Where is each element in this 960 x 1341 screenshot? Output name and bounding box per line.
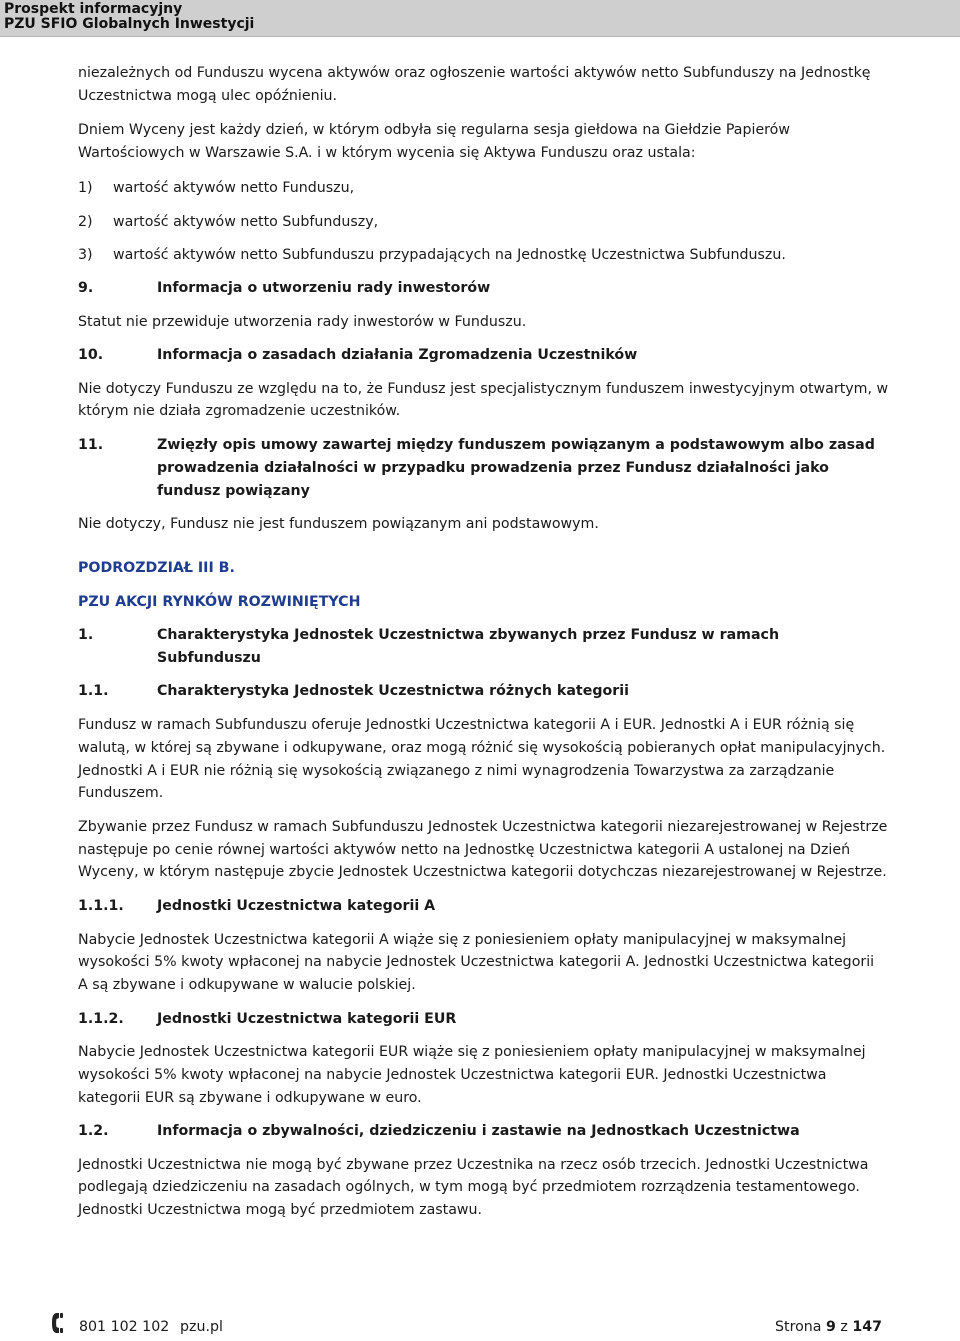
paragraph-line: Funduszem. [78,785,164,801]
section-heading: Jednostki Uczestnictwa kategorii EUR [157,1011,457,1027]
paragraph-line: którym nie działa zgromadzenie uczestników. [78,403,401,419]
page-total: 147 [852,1319,882,1335]
paragraph-line: Nabycie Jednostek Uczestnictwa kategorii A wiąże się z poniesieniem opłaty manipulacyjnej w maksymalnej [78,932,847,948]
page-label: Strona [775,1319,822,1335]
section-heading: Jednostki Uczestnictwa kategorii A [157,898,436,914]
section-heading: Informacja o utworzeniu rady inwestorów [157,280,491,296]
paragraph-line: Dniem Wyceny jest każdy dzień, w którym odbyła się regularna sesja giełdowa na Giełdzie Papierów [78,122,790,138]
paragraph-line: wysokości 5% kwoty wpłaconej na nabycie Jednostek Uczestnictwa kategorii EUR. Jednostki Uczestnictwa [78,1067,827,1083]
paragraph-line: Jednostki A i EUR nie różnią się wysokością związanego z nimi wynagrodzenia Towarzystwa za zarządzanie [78,763,835,779]
section-heading: Charakterystyka Jednostek Uczestnictwa zbywanych przez Fundusz w ramach [157,627,780,643]
paragraph-line: Wyceny, w którym następuje zbycie Jednostek Uczestnictwa kategorii dotychczas niezarejestrowanej w Rejestrze. [78,864,887,880]
paragraph-line: kategorii EUR są zbywane i odkupywane w euro. [78,1090,422,1106]
list-number: 2) [78,214,93,230]
section-heading: Informacja o zbywalności, dziedziczeniu i zastawie na Jednostkach Uczestnictwa [157,1123,800,1139]
paragraph-line: Statut nie przewiduje utworzenia rady inwestorów w Funduszu. [78,314,527,330]
section-number: 1.1.1. [78,898,124,914]
section-number: 11. [78,437,104,453]
paragraph-line: następuje po cenie równej wartości aktywów netto na Jednostkę Uczestnictwa kategorii A ustalonej na Dzień [78,842,851,858]
paragraph-line: Jednostki Uczestnictwa nie mogą być zbywane przez Uczestnika na rzecz osób trzecich. Jednostki Uczestnictwa [78,1157,869,1173]
section-number: 1.2. [78,1123,109,1139]
paragraph-line: Zbywanie przez Fundusz w ramach Subfunduszu Jednostek Uczestnictwa kategorii niezarejestrowanej w Rejestrze [78,819,888,835]
phone-icon [51,1312,65,1334]
paragraph-line: Uczestnictwa mogą ulec opóźnieniu. [78,88,338,104]
paragraph-line: Fundusz w ramach Subfunduszu oferuje Jednostki Uczestnictwa kategorii A i EUR. Jednostki A i EUR różnią się [78,717,855,733]
footer-page-number [775,1318,882,1336]
page-separator: z [840,1319,848,1335]
paragraph-line: wysokości 5% kwoty wpłaconej na nabycie Jednostek Uczestnictwa kategorii A. Jednostki Uczestnictwa kategorii [78,954,875,970]
subchapter-title: PODROZDZIAŁ III B. [78,560,235,576]
paragraph-line: niezależnych od Funduszu wycena aktywów oraz ogłoszenie wartości aktywów netto Subfunduszy na Jednostkę [78,65,871,81]
section-number: 10. [78,347,104,363]
paragraph-line: Nie dotyczy Funduszu ze względu na to, że Fundusz jest specjalistycznym funduszem inwestycyjnym otwartym, w [78,381,889,397]
section-heading: Informacja o zasadach działania Zgromadzenia Uczestników [157,347,638,363]
section-number: 9. [78,280,94,296]
paragraph-line: Nie dotyczy, Fundusz nie jest funduszem powiązanym ani podstawowym. [78,516,599,532]
header-doc-type: Prospekt informacyjny [4,1,183,17]
list-item: wartość aktywów netto Subfunduszy, [113,214,379,230]
section-heading: fundusz powiązany [157,483,310,499]
section-number: 1.1.2. [78,1011,124,1027]
paragraph-line: A są zbywane i odkupywane w walucie polskiej. [78,977,416,993]
list-number: 1) [78,180,93,196]
paragraph-line: walutą, w której są zbywane i odkupywane, oraz mogą różnić się wysokością pobieranych opłat manipulacyjnych. [78,740,886,756]
paragraph-line: Jednostki Uczestnictwa mogą być przedmiotem zastawu. [78,1202,483,1218]
page-current: 9 [825,1319,836,1335]
paragraph-line: podlegają dziedziczeniu na zasadach ogólnych, w tym mogą być przedmiotem rozrządzenia testamentowego. [78,1179,860,1195]
header-fund-name: PZU SFIO Globalnych Inwestycji [4,16,255,32]
list-number: 3) [78,247,93,263]
section-heading: Subfunduszu [157,650,261,666]
paragraph-line: Wartościowych w Warszawie S.A. i w którym wycenia się Aktywa Funduszu oraz ustala: [78,145,696,161]
section-heading: Charakterystyka Jednostek Uczestnictwa różnych kategorii [157,683,629,699]
document-header [0,0,960,37]
section-heading: prowadzenia działalności w przypadku prowadzenia przez Fundusz działalności jako [157,460,829,476]
footer-phone: 801 102 102 [79,1319,170,1335]
list-item: wartość aktywów netto Funduszu, [113,180,355,196]
subfund-name: PZU AKCJI RYNKÓW ROZWINIĘTYCH [78,594,361,610]
list-item: wartość aktywów netto Subfunduszu przypadających na Jednostkę Uczestnictwa Subfunduszu. [113,247,786,263]
section-number: 1.1. [78,683,109,699]
section-number: 1. [78,627,94,643]
footer-website: pzu.pl [180,1319,223,1335]
paragraph-line: Nabycie Jednostek Uczestnictwa kategorii EUR wiąże się z poniesieniem opłaty manipulacyjnej w maksymalnej [78,1044,866,1060]
section-heading: Zwięzły opis umowy zawartej między funduszem powiązanym a podstawowym albo zasad [157,437,875,453]
